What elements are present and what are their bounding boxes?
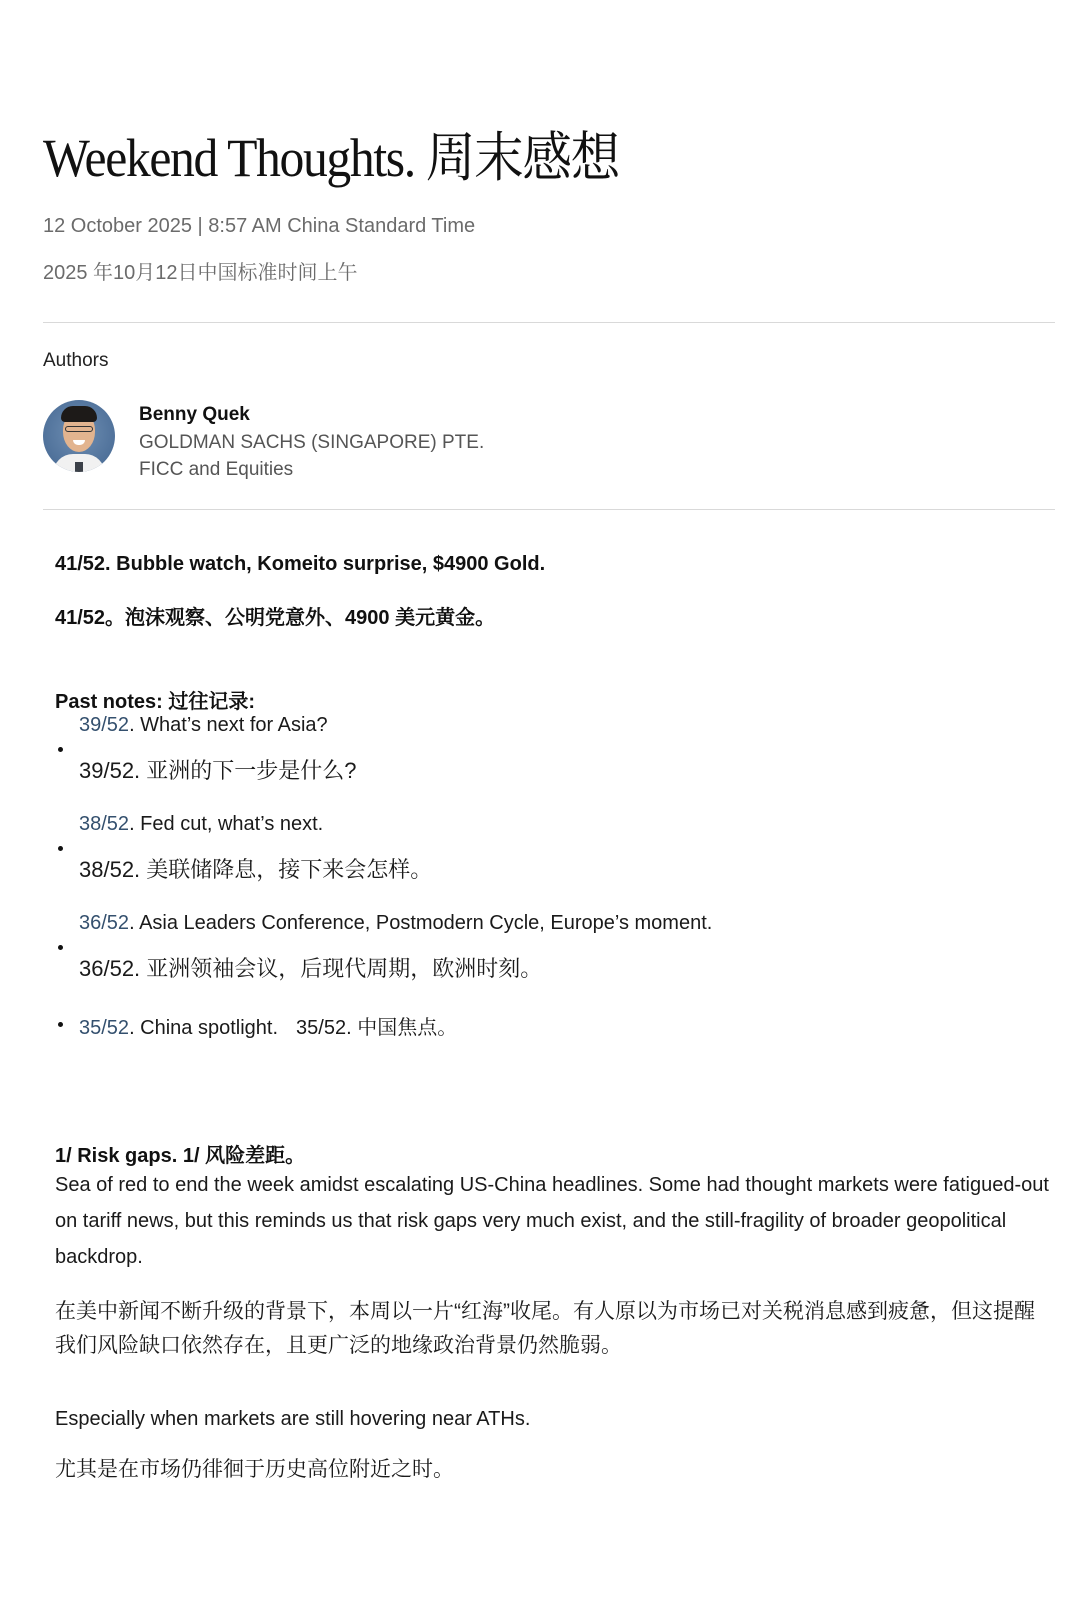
author-avatar[interactable] xyxy=(43,400,115,472)
past-note-link[interactable]: 38/52 xyxy=(79,813,130,835)
headline-en: 41/52. Bubble watch, Komeito surprise, $4900 Gold. xyxy=(55,553,546,575)
headline-zh: 41/52。泡沫观察、公明党意外、4900 美元黄金。 xyxy=(55,607,496,629)
past-note-title: . China spotlight. xyxy=(129,1017,279,1039)
author-department: FICC and Equities xyxy=(139,459,294,480)
publish-date-zh: 2025 年10月12日中国标准时间上午 xyxy=(43,262,358,284)
author-organization: GOLDMAN SACHS (SINGAPORE) PTE. xyxy=(139,432,485,453)
past-note-en xyxy=(79,912,712,935)
bullet-icon xyxy=(58,747,63,752)
past-note-link[interactable]: 35/52 xyxy=(79,1017,130,1039)
paragraph-en: Sea of red to end the week amidst escalating US-China headlines. Some had thought markets were fatigued-out on tariff news, but this reminds us that risk gaps very much exist, and the still-fragility of broader geopolitical backdrop. xyxy=(55,1174,1049,1268)
divider xyxy=(43,509,1055,510)
past-note-link[interactable]: 39/52 xyxy=(79,714,130,736)
author-name[interactable]: Benny Quek xyxy=(139,404,250,425)
bullet-icon xyxy=(58,1022,63,1027)
past-note-en xyxy=(79,1011,457,1040)
avatar-glasses xyxy=(65,426,93,432)
past-note-link[interactable]: 36/52 xyxy=(79,912,130,934)
past-note-title: . What’s next for Asia? xyxy=(129,714,328,736)
divider xyxy=(43,322,1055,323)
past-note-en xyxy=(79,813,323,836)
past-note-title: . Asia Leaders Conference, Postmodern Cycle, Europe’s moment. xyxy=(129,912,713,934)
section-title: 1/ Risk gaps. 1/ 风险差距。 xyxy=(55,1145,306,1167)
past-note-zh: 38/52. 美联储降息，接下来会怎样。 xyxy=(79,857,433,882)
past-note-title: . Fed cut, what’s next. xyxy=(129,813,324,835)
page-title: Weekend Thoughts. 周末感想 xyxy=(43,128,619,188)
past-notes-label: Past notes: 过往记录: xyxy=(55,691,256,713)
paragraph-zh: 在美中新闻不断升级的背景下，本周以一片“红海”收尾。有人原以为市场已对关税消息感到疲惫，但这提醒我们风险缺口依然存在，且更广泛的地缘政治背景仍然脆弱。 xyxy=(55,1300,1035,1357)
bullet-icon xyxy=(58,846,63,851)
past-note-zh: 39/52. 亚洲的下一步是什么? xyxy=(79,758,357,783)
paragraph-en: Especially when markets are still hovering near ATHs. xyxy=(55,1408,531,1430)
paragraph-zh: 尤其是在市场仍徘徊于历史高位附近之时。 xyxy=(55,1458,454,1481)
authors-label: Authors xyxy=(43,350,109,371)
avatar-tie xyxy=(75,462,83,472)
publish-date-en: 12 October 2025 | 8:57 AM China Standard Time xyxy=(43,215,476,237)
past-note-zh: 35/52. 中国焦点。 xyxy=(296,1017,458,1039)
past-note-zh: 36/52. 亚洲领袖会议，后现代周期，欧洲时刻。 xyxy=(79,956,543,981)
past-note-en xyxy=(79,714,328,737)
bullet-icon xyxy=(58,945,63,950)
avatar-hair xyxy=(61,406,97,422)
